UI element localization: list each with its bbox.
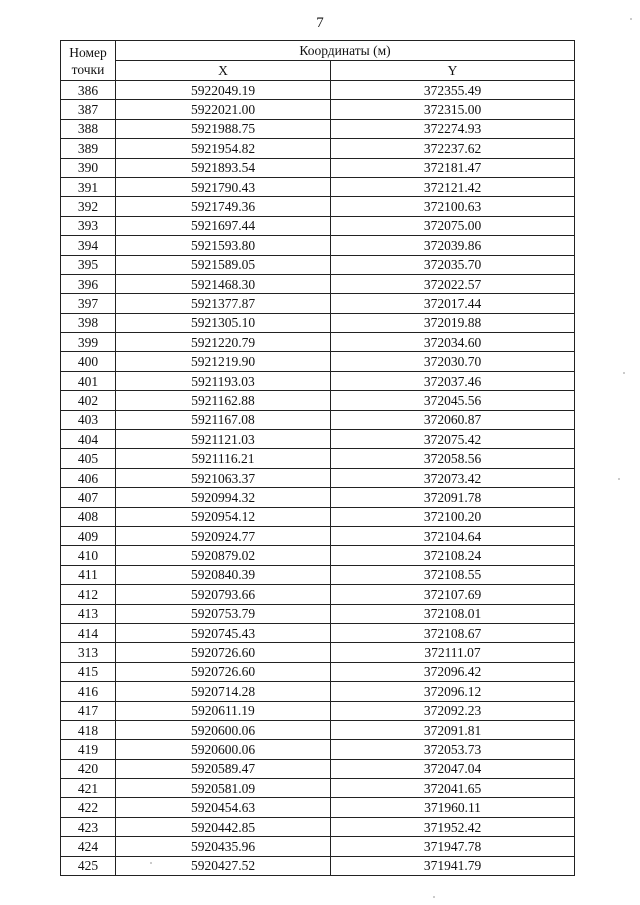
table-row xyxy=(61,410,575,429)
point-number-header-line2: точки xyxy=(71,61,105,77)
table-row xyxy=(61,333,575,352)
scan-speck xyxy=(623,372,625,374)
point-number-cell: 422 xyxy=(61,798,116,817)
y-coordinate-cell: 372108.24 xyxy=(331,546,575,565)
point-number-cell: 417 xyxy=(61,701,116,720)
table-row xyxy=(61,720,575,739)
table-row xyxy=(61,604,575,623)
table-row xyxy=(61,100,575,119)
page-number: 7 xyxy=(316,15,324,31)
table-row xyxy=(61,701,575,720)
y-coordinate-cell: 372053.73 xyxy=(331,740,575,759)
point-number-header-line1: Номер xyxy=(69,44,107,60)
table-row xyxy=(61,255,575,274)
table-row xyxy=(61,565,575,584)
point-number-cell: 415 xyxy=(61,662,116,681)
point-number-cell: 397 xyxy=(61,294,116,313)
y-column-header: Y xyxy=(331,61,575,81)
table-row xyxy=(61,371,575,390)
point-number-cell: 403 xyxy=(61,410,116,429)
table-row xyxy=(61,352,575,371)
point-number-cell: 414 xyxy=(61,623,116,642)
table-row xyxy=(61,856,575,875)
x-coordinate-cell: 5920714.28 xyxy=(116,682,331,701)
y-coordinate-cell: 372091.81 xyxy=(331,720,575,739)
table-row xyxy=(61,507,575,526)
table-row xyxy=(61,643,575,662)
x-coordinate-cell: 5921121.03 xyxy=(116,430,331,449)
x-coordinate-cell: 5921220.79 xyxy=(116,333,331,352)
x-coordinate-cell: 5920726.60 xyxy=(116,643,331,662)
x-coordinate-cell: 5922049.19 xyxy=(116,81,331,100)
y-coordinate-cell: 371947.78 xyxy=(331,837,575,856)
point-number-cell: 413 xyxy=(61,604,116,623)
x-coordinate-cell: 5921589.05 xyxy=(116,255,331,274)
table-row xyxy=(61,682,575,701)
x-coordinate-cell: 5920879.02 xyxy=(116,546,331,565)
point-number-cell: 391 xyxy=(61,177,116,196)
y-coordinate-cell: 372096.42 xyxy=(331,662,575,681)
scan-speck xyxy=(618,478,620,480)
x-coordinate-cell: 5920994.32 xyxy=(116,488,331,507)
y-coordinate-cell: 372091.78 xyxy=(331,488,575,507)
table-row xyxy=(61,119,575,138)
table-row xyxy=(61,274,575,293)
x-coordinate-cell: 5921377.87 xyxy=(116,294,331,313)
point-number-cell: 406 xyxy=(61,468,116,487)
x-coordinate-cell: 5920954.12 xyxy=(116,507,331,526)
table-row xyxy=(61,488,575,507)
y-coordinate-cell: 372104.64 xyxy=(331,526,575,545)
y-coordinate-cell: 372108.67 xyxy=(331,623,575,642)
point-number-cell: 402 xyxy=(61,391,116,410)
y-coordinate-cell: 372108.01 xyxy=(331,604,575,623)
x-coordinate-cell: 5921988.75 xyxy=(116,119,331,138)
y-coordinate-cell: 372092.23 xyxy=(331,701,575,720)
scan-speck xyxy=(433,896,435,898)
point-number-cell: 396 xyxy=(61,274,116,293)
point-number-cell: 418 xyxy=(61,720,116,739)
point-number-cell: 400 xyxy=(61,352,116,371)
x-coordinate-cell: 5920600.06 xyxy=(116,740,331,759)
x-coordinate-cell: 5921893.54 xyxy=(116,158,331,177)
table-row xyxy=(61,662,575,681)
y-coordinate-cell: 372017.44 xyxy=(331,294,575,313)
x-coordinate-cell: 5921063.37 xyxy=(116,468,331,487)
y-coordinate-cell: 372037.46 xyxy=(331,371,575,390)
table-row xyxy=(61,623,575,642)
table-row xyxy=(61,313,575,332)
y-coordinate-cell: 372107.69 xyxy=(331,585,575,604)
y-coordinate-cell: 372035.70 xyxy=(331,255,575,274)
x-coordinate-cell: 5920581.09 xyxy=(116,779,331,798)
point-number-cell: 386 xyxy=(61,81,116,100)
table-row xyxy=(61,449,575,468)
y-coordinate-cell: 372096.12 xyxy=(331,682,575,701)
point-number-cell: 419 xyxy=(61,740,116,759)
y-coordinate-cell: 372047.04 xyxy=(331,759,575,778)
x-coordinate-cell: 5920745.43 xyxy=(116,623,331,642)
y-coordinate-cell: 372045.56 xyxy=(331,391,575,410)
x-coordinate-cell: 5920442.85 xyxy=(116,817,331,836)
x-coordinate-cell: 5921593.80 xyxy=(116,236,331,255)
point-number-cell: 392 xyxy=(61,197,116,216)
x-column-header: X xyxy=(116,61,331,81)
point-number-cell: 423 xyxy=(61,817,116,836)
point-number-cell: 404 xyxy=(61,430,116,449)
x-coordinate-cell: 5921305.10 xyxy=(116,313,331,332)
table-row xyxy=(61,817,575,836)
point-number-cell: 395 xyxy=(61,255,116,274)
table-row xyxy=(61,81,575,100)
x-coordinate-cell: 5921954.82 xyxy=(116,139,331,158)
x-coordinate-cell: 5920793.66 xyxy=(116,585,331,604)
point-number-cell: 390 xyxy=(61,158,116,177)
y-coordinate-cell: 372022.57 xyxy=(331,274,575,293)
table-row xyxy=(61,837,575,856)
point-number-cell: 399 xyxy=(61,333,116,352)
table-row xyxy=(61,798,575,817)
y-coordinate-cell: 372111.07 xyxy=(331,643,575,662)
table-row xyxy=(61,546,575,565)
point-number-cell: 410 xyxy=(61,546,116,565)
x-coordinate-cell: 5920600.06 xyxy=(116,720,331,739)
table-row xyxy=(61,177,575,196)
table-row xyxy=(61,294,575,313)
point-number-cell: 408 xyxy=(61,507,116,526)
table-row xyxy=(61,585,575,604)
x-coordinate-cell: 5920435.96 xyxy=(116,837,331,856)
point-number-cell: 421 xyxy=(61,779,116,798)
y-coordinate-cell: 372041.65 xyxy=(331,779,575,798)
table-header xyxy=(61,41,575,81)
y-coordinate-cell: 372058.56 xyxy=(331,449,575,468)
x-coordinate-cell: 5921790.43 xyxy=(116,177,331,196)
point-number-cell: 313 xyxy=(61,643,116,662)
y-coordinate-cell: 372075.00 xyxy=(331,216,575,235)
table-row xyxy=(61,391,575,410)
y-coordinate-cell: 371960.11 xyxy=(331,798,575,817)
y-coordinate-cell: 372073.42 xyxy=(331,468,575,487)
x-coordinate-cell: 5922021.00 xyxy=(116,100,331,119)
y-coordinate-cell: 372274.93 xyxy=(331,119,575,138)
x-coordinate-cell: 5920454.63 xyxy=(116,798,331,817)
point-number-cell: 411 xyxy=(61,565,116,584)
y-coordinate-cell: 372121.42 xyxy=(331,177,575,196)
y-coordinate-cell: 372181.47 xyxy=(331,158,575,177)
x-coordinate-cell: 5920726.60 xyxy=(116,662,331,681)
x-coordinate-cell: 5920427.52 xyxy=(116,856,331,875)
table-row xyxy=(61,139,575,158)
y-coordinate-cell: 372100.63 xyxy=(331,197,575,216)
point-number-cell: 389 xyxy=(61,139,116,158)
y-coordinate-cell: 372034.60 xyxy=(331,333,575,352)
point-number-header xyxy=(61,41,116,81)
x-coordinate-cell: 5920589.47 xyxy=(116,759,331,778)
y-coordinate-cell: 372075.42 xyxy=(331,430,575,449)
point-number-cell: 388 xyxy=(61,119,116,138)
point-number-cell: 416 xyxy=(61,682,116,701)
y-coordinate-cell: 372060.87 xyxy=(331,410,575,429)
y-coordinate-cell: 372019.88 xyxy=(331,313,575,332)
point-number-cell: 393 xyxy=(61,216,116,235)
y-coordinate-cell: 372237.62 xyxy=(331,139,575,158)
y-coordinate-cell: 372030.70 xyxy=(331,352,575,371)
x-coordinate-cell: 5921167.08 xyxy=(116,410,331,429)
x-coordinate-cell: 5920924.77 xyxy=(116,526,331,545)
point-number-cell: 420 xyxy=(61,759,116,778)
point-number-cell: 405 xyxy=(61,449,116,468)
x-coordinate-cell: 5921749.36 xyxy=(116,197,331,216)
x-coordinate-cell: 5921193.03 xyxy=(116,371,331,390)
table-body xyxy=(61,81,575,876)
y-coordinate-cell: 372108.55 xyxy=(331,565,575,584)
point-number-cell: 407 xyxy=(61,488,116,507)
point-number-cell: 425 xyxy=(61,856,116,875)
point-number-cell: 412 xyxy=(61,585,116,604)
table-row xyxy=(61,158,575,177)
table-row xyxy=(61,430,575,449)
x-coordinate-cell: 5920840.39 xyxy=(116,565,331,584)
table-row xyxy=(61,468,575,487)
y-coordinate-cell: 372355.49 xyxy=(331,81,575,100)
scan-speck xyxy=(630,18,632,20)
y-coordinate-cell: 372315.00 xyxy=(331,100,575,119)
y-coordinate-cell: 371941.79 xyxy=(331,856,575,875)
table-row xyxy=(61,197,575,216)
y-coordinate-cell: 372100.20 xyxy=(331,507,575,526)
point-number-cell: 401 xyxy=(61,371,116,390)
x-coordinate-cell: 5920753.79 xyxy=(116,604,331,623)
table-row xyxy=(61,526,575,545)
x-coordinate-cell: 5921116.21 xyxy=(116,449,331,468)
point-number-cell: 387 xyxy=(61,100,116,119)
point-number-cell: 394 xyxy=(61,236,116,255)
table-row xyxy=(61,216,575,235)
x-coordinate-cell: 5920611.19 xyxy=(116,701,331,720)
table-row xyxy=(61,779,575,798)
scan-speck xyxy=(150,862,152,864)
x-coordinate-cell: 5921468.30 xyxy=(116,274,331,293)
coordinates-table xyxy=(60,40,575,876)
x-coordinate-cell: 5921697.44 xyxy=(116,216,331,235)
y-coordinate-cell: 372039.86 xyxy=(331,236,575,255)
table-row xyxy=(61,740,575,759)
table-row xyxy=(61,759,575,778)
coordinates-header: Координаты (м) xyxy=(116,41,575,61)
x-coordinate-cell: 5921219.90 xyxy=(116,352,331,371)
point-number-cell: 398 xyxy=(61,313,116,332)
x-coordinate-cell: 5921162.88 xyxy=(116,391,331,410)
point-number-cell: 424 xyxy=(61,837,116,856)
y-coordinate-cell: 371952.42 xyxy=(331,817,575,836)
point-number-cell: 409 xyxy=(61,526,116,545)
table-row xyxy=(61,236,575,255)
